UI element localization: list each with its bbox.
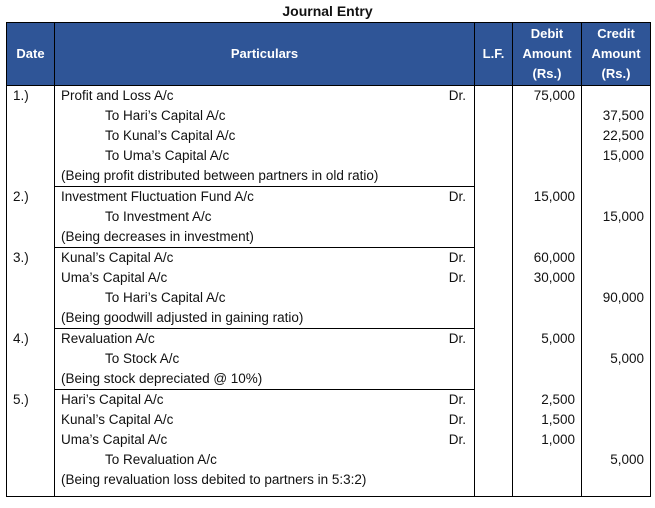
lf-cell [475,268,513,288]
lf-cell [475,390,513,411]
entry-number [7,106,55,126]
particulars-cell [55,86,475,107]
credit-amount: 15,000 [582,146,651,166]
particulars-cell [55,329,475,350]
particulars-cell [55,288,475,308]
table-bottom [7,490,651,497]
debit-amount [513,166,582,187]
particulars-cell [55,410,475,430]
credit-amount [582,166,651,187]
lf-cell [475,288,513,308]
journal-line [7,288,651,308]
debit-amount: 75,000 [513,86,582,107]
entry-number [7,430,55,450]
entry-number: 1.) [7,86,55,107]
credit-amount [582,410,651,430]
entry-number [7,268,55,288]
credit-amount [582,187,651,208]
lf-cell [475,450,513,470]
lf-cell [475,227,513,248]
debit-amount: 60,000 [513,248,582,269]
dr-marker: Dr. [448,392,466,407]
dr-marker: Dr. [448,270,466,285]
entry-number [7,126,55,146]
padding-cell [475,490,513,497]
lf-cell [475,470,513,490]
journal-line [7,126,651,146]
lf-cell [475,349,513,369]
account-name: Uma’s Capital A/c [61,270,168,285]
journal-line [7,146,651,166]
debit-amount: 2,500 [513,390,582,411]
credit-amount [582,369,651,390]
particulars-cell [55,349,475,369]
padding-cell [55,490,475,497]
debit-amount [513,146,582,166]
header-debit [513,23,582,86]
entry-number: 5.) [7,390,55,411]
account-name: Kunal’s Capital A/c [61,250,174,265]
lf-cell [475,166,513,187]
credit-amount [582,308,651,329]
entry-number: 4.) [7,329,55,350]
account-name: To Investment A/c [105,209,212,224]
journal-table [6,22,651,497]
account-name: To Hari’s Capital A/c [105,290,226,305]
debit-amount [513,106,582,126]
lf-cell [475,308,513,329]
particulars-cell [55,207,475,227]
header-debit-line: Debit [530,26,564,41]
entry-number [7,227,55,248]
credit-amount: 90,000 [582,288,651,308]
account-name: To Uma’s Capital A/c [105,148,230,163]
header-row [7,23,651,86]
debit-amount: 15,000 [513,187,582,208]
account-name: Investment Fluctuation Fund A/c [61,189,254,204]
entry-number [7,308,55,329]
narration-row [7,166,651,187]
particulars-cell [55,430,475,450]
debit-amount [513,470,582,490]
account-name: Profit and Loss A/c [61,88,174,103]
debit-amount [513,450,582,470]
particulars-cell [55,106,475,126]
dr-marker: Dr. [448,250,466,265]
debit-amount [513,126,582,146]
dr-marker: Dr. [448,189,466,204]
header-credit-line: Credit [597,26,635,41]
debit-amount [513,207,582,227]
journal-line [7,349,651,369]
particulars-cell [55,126,475,146]
journal-line [7,248,651,269]
account-name: To Hari’s Capital A/c [105,108,226,123]
credit-amount [582,329,651,350]
account-name: To Revaluation A/c [105,452,217,467]
account-name: Revaluation A/c [61,331,155,346]
narration: (Being stock depreciated @ 10%) [55,369,475,390]
credit-amount [582,470,651,490]
lf-cell [475,126,513,146]
header-date: Date [7,23,55,86]
entry-number [7,166,55,187]
debit-amount [513,308,582,329]
header-credit-line: Amount [591,46,641,61]
journal-line [7,430,651,450]
particulars-cell [55,450,475,470]
entry-number [7,450,55,470]
header-credit [582,23,651,86]
header-lf: L.F. [475,23,513,86]
entry-number [7,470,55,490]
narration-row [7,227,651,248]
credit-amount [582,268,651,288]
journal-line [7,390,651,411]
dr-marker: Dr. [448,88,466,103]
narration-row [7,308,651,329]
credit-amount: 15,000 [582,207,651,227]
padding-cell [513,490,582,497]
journal-line [7,106,651,126]
narration: (Being goodwill adjusted in gaining ratio) [55,308,475,329]
credit-amount: 5,000 [582,349,651,369]
journal-line [7,207,651,227]
debit-amount [513,288,582,308]
entry-number [7,288,55,308]
narration: (Being decreases in investment) [55,227,475,248]
credit-amount [582,86,651,107]
credit-amount [582,248,651,269]
entry-number [7,349,55,369]
account-name: To Stock A/c [105,351,180,366]
header-debit-line: (Rs.) [532,66,562,81]
debit-amount: 5,000 [513,329,582,350]
credit-amount [582,430,651,450]
lf-cell [475,369,513,390]
lf-cell [475,410,513,430]
particulars-cell [55,187,475,208]
page-title: Journal Entry [282,3,373,19]
particulars-cell [55,390,475,411]
account-name: Hari’s Capital A/c [61,392,164,407]
journal-line [7,329,651,350]
lf-cell [475,207,513,227]
journal-line [7,268,651,288]
header-particulars: Particulars [55,23,475,86]
journal-line [7,450,651,470]
header-credit-line: (Rs.) [601,66,631,81]
dr-marker: Dr. [448,412,466,427]
debit-amount: 1,000 [513,430,582,450]
lf-cell [475,106,513,126]
debit-amount: 1,500 [513,410,582,430]
lf-cell [475,187,513,208]
journal-line [7,410,651,430]
padding-cell [582,490,651,497]
credit-amount [582,390,651,411]
debit-amount [513,227,582,248]
debit-amount: 30,000 [513,268,582,288]
account-name: To Kunal’s Capital A/c [105,128,236,143]
lf-cell [475,430,513,450]
credit-amount [582,227,651,248]
lf-cell [475,146,513,166]
lf-cell [475,329,513,350]
entry-number [7,410,55,430]
credit-amount: 5,000 [582,450,651,470]
journal-line [7,86,651,107]
entry-number [7,146,55,166]
debit-amount [513,369,582,390]
credit-amount: 37,500 [582,106,651,126]
dr-marker: Dr. [448,331,466,346]
account-name: Uma’s Capital A/c [61,432,168,447]
dr-marker: Dr. [448,432,466,447]
account-name: Kunal’s Capital A/c [61,412,174,427]
padding-cell [7,490,55,497]
entry-number [7,369,55,390]
lf-cell [475,86,513,107]
narration: (Being revaluation loss debited to partners in 5:3:2) [55,470,475,490]
narration-row [7,369,651,390]
entry-number: 3.) [7,248,55,269]
particulars-cell [55,146,475,166]
entry-number [7,207,55,227]
header-debit-line: Amount [522,46,572,61]
lf-cell [475,248,513,269]
entry-number: 2.) [7,187,55,208]
debit-amount [513,349,582,369]
credit-amount: 22,500 [582,126,651,146]
particulars-cell [55,248,475,269]
journal-line [7,187,651,208]
particulars-cell [55,268,475,288]
narration-row [7,470,651,490]
narration: (Being profit distributed between partners in old ratio) [55,166,475,187]
